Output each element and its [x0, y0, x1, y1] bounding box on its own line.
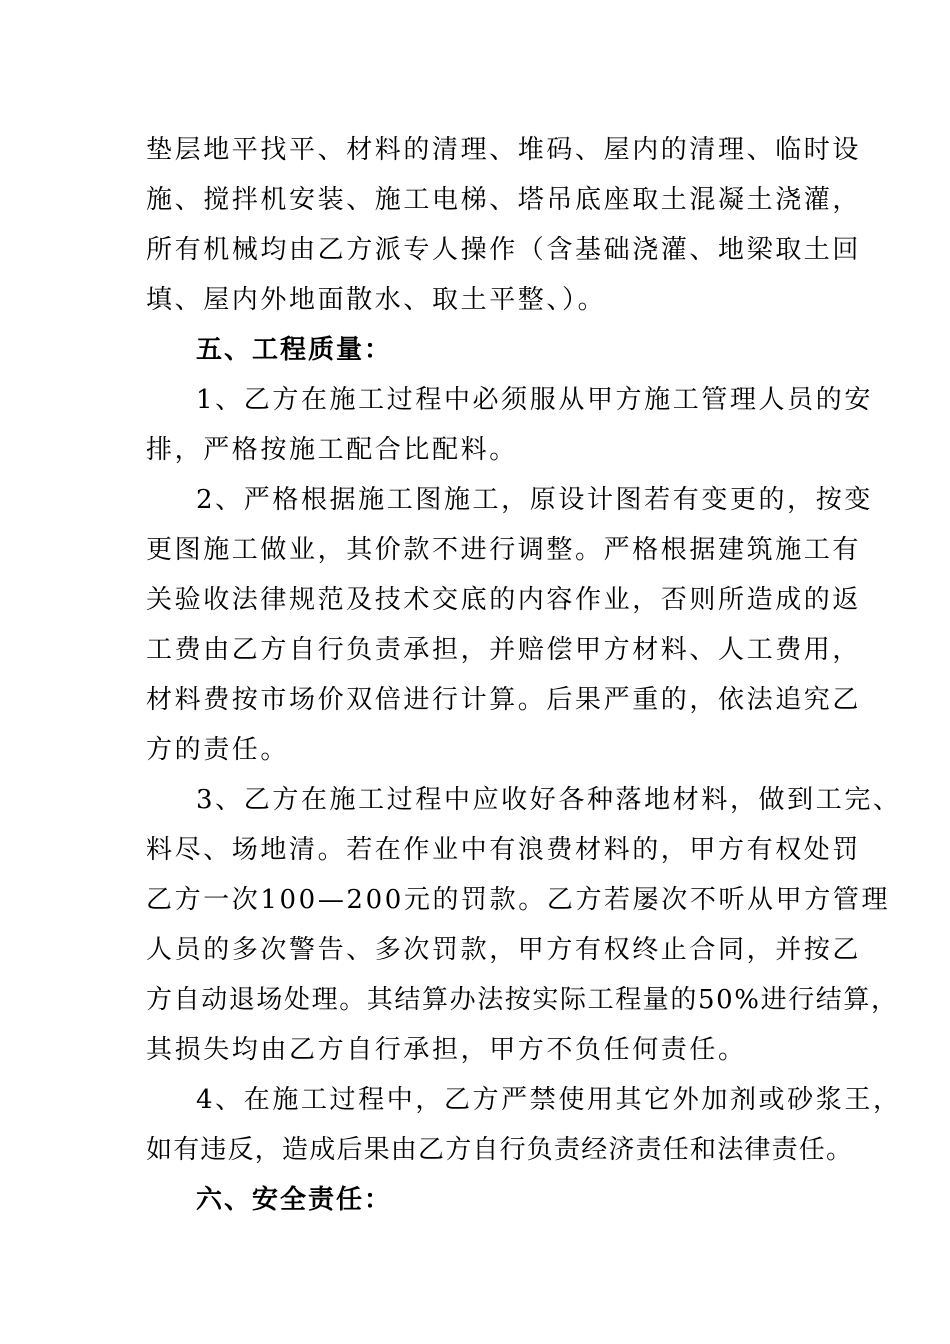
- paragraph-line: 4、在施工过程中，乙方严禁使用其它外加剂或砂浆王，: [196, 1085, 902, 1115]
- paragraph-line: 关验收法律规范及技术交底的内容作业，否则所造成的返: [146, 585, 862, 615]
- paragraph-line: 材料费按市场价双倍进行计算。后果严重的，依法追究乙: [146, 685, 862, 715]
- paragraph-line: 乙方一次100—200元的罚款。乙方若屡次不听从甲方管理: [146, 885, 891, 915]
- paragraph-line: 工费由乙方自行负责承担，并赔偿甲方材料、人工费用，: [146, 635, 862, 665]
- paragraph-line: 更图施工做业，其价款不进行调整。严格根据建筑施工有: [146, 535, 862, 565]
- paragraph-line: 2、严格根据施工图施工，原设计图若有变更的，按变: [196, 485, 873, 515]
- paragraph-line: 人员的多次警告、多次罚款，甲方有权终止合同，并按乙: [146, 935, 862, 965]
- paragraph-line: 1、乙方在施工过程中必须服从甲方施工管理人员的安: [196, 385, 873, 415]
- paragraph-line: 如有违反，造成后果由乙方自行负责经济责任和法律责任。: [146, 1135, 854, 1165]
- paragraph-line: 方自动退场处理。其结算办法按实际工程量的50%进行结算，: [146, 985, 899, 1015]
- paragraph-line: 其损失均由乙方自行承担，甲方不负任何责任。: [146, 1035, 747, 1065]
- paragraph-line: 填、屋内外地面散水、取土平整、）。: [146, 285, 607, 315]
- paragraph-line: 排，严格按施工配合比配料。: [146, 435, 518, 465]
- section-heading-quality: 五、工程质量：: [196, 335, 393, 365]
- paragraph-line: 方的责任。: [146, 735, 290, 765]
- paragraph-line: 施、搅拌机安装、施工电梯、塔吊底座取土混凝土浇灌，: [146, 185, 862, 215]
- paragraph-line: 3、乙方在施工过程中应收好各种落地材料，做到工完、: [196, 785, 902, 815]
- paragraph-line: 垫层地平找平、材料的清理、堆码、屋内的清理、临时设: [146, 135, 862, 165]
- paragraph-line: 料尽、场地清。若在作业中有浪费材料的，甲方有权处罚: [146, 835, 862, 865]
- section-heading-safety: 六、安全责任：: [196, 1185, 393, 1215]
- paragraph-line: 所有机械均由乙方派专人操作（含基础浇灌、地梁取土回: [146, 235, 862, 265]
